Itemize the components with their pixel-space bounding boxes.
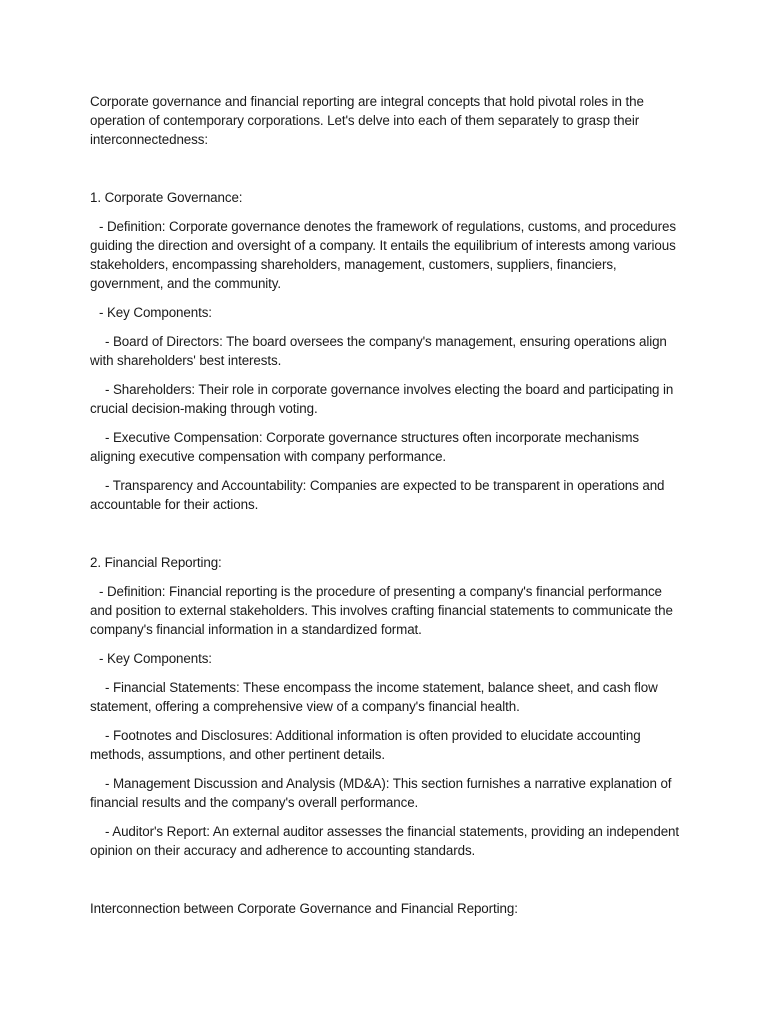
section-spacer [90, 870, 680, 899]
list-item-financial-statements: - Financial Statements: These encompass the income statement, balance sheet, and cash flow statement, offering a comprehensive view of a company's financial health. [90, 680, 658, 714]
intro-paragraph: Corporate governance and financial reporting are integral concepts that hold pivotal roles in the operation of contemporary corporations. Let's delve into each of them separately to grasp their interconnectedness: [90, 94, 644, 147]
section-spacer [90, 159, 680, 188]
list-item-board-of-directors: - Board of Directors: The board oversees the company's management, ensuring operations align with shareholders' best interests. [90, 334, 667, 368]
section-spacer [90, 524, 680, 553]
corporate-governance-definition: - Definition: Corporate governance denotes the framework of regulations, customs, and procedures guiding the direction and oversight of a company. It entails the equilibrium of interests among various stakeholders, encompassing shareholders, management, customers, suppliers, financiers, government, and the community. [90, 219, 676, 291]
section-heading-corporate-governance: 1. Corporate Governance: [90, 190, 243, 205]
list-item-auditors-report: - Auditor's Report: An external auditor assesses the financial statements, providing an independent opinion on their accuracy and adherence to accounting standards. [90, 824, 680, 858]
list-item-shareholders: - Shareholders: Their role in corporate governance involves electing the board and participating in crucial decision-making through voting. [90, 382, 674, 416]
corporate-governance-key-components-label: - Key Components: [99, 305, 212, 320]
list-item-mdna: - Management Discussion and Analysis (MD&A): This section furnishes a narrative explanation of financial results and the company's overall performance. [90, 776, 672, 810]
financial-reporting-definition: - Definition: Financial reporting is the procedure of presenting a company's financial performance and position to external stakeholders. This involves crafting financial statements to communicate the company's financial information in a standardized format. [90, 584, 673, 637]
section-heading-interconnection: Interconnection between Corporate Governance and Financial Reporting: [90, 901, 518, 916]
list-item-executive-compensation: - Executive Compensation: Corporate governance structures often incorporate mechanisms aligning executive compensation with company performance. [90, 430, 639, 464]
list-item-transparency-accountability: - Transparency and Accountability: Companies are expected to be transparent in operations and accountable for their actions. [90, 478, 665, 512]
list-item-footnotes-disclosures: - Footnotes and Disclosures: Additional information is often provided to elucidate accounting methods, assumptions, and other pertinent details. [90, 728, 641, 762]
document-body [90, 92, 680, 928]
section-heading-financial-reporting: 2. Financial Reporting: [90, 555, 222, 570]
financial-reporting-key-components-label: - Key Components: [99, 651, 212, 666]
